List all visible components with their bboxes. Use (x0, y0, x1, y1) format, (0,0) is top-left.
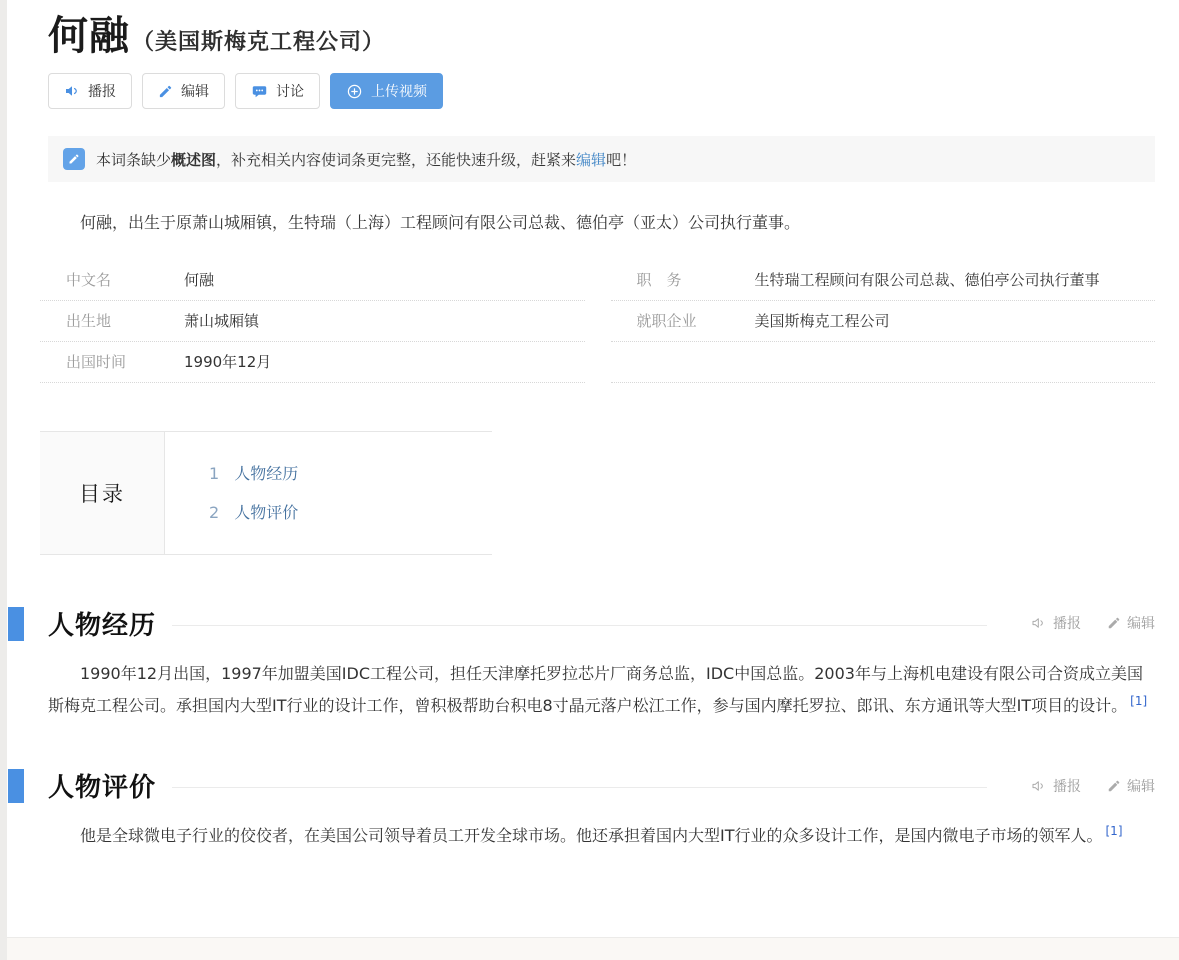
play-label: 播报 (88, 84, 116, 100)
infobox-value: 1990年12月 (184, 352, 272, 371)
reference-link[interactable]: [1] (1105, 823, 1123, 838)
section-accent-bar (8, 769, 24, 803)
section-edit-label: 编辑 (1127, 778, 1155, 795)
section-edit-button[interactable] (1107, 613, 1155, 633)
entry-name: 何融 (48, 13, 130, 59)
section-header (48, 605, 1155, 642)
pencil-icon (1107, 616, 1121, 630)
toc-item-experience[interactable] (209, 454, 298, 493)
section-experience (48, 605, 1155, 724)
toc-item-link[interactable]: 人物经历 (234, 463, 299, 483)
page-title (48, 12, 1155, 60)
infobox-value: 生特瑞工程顾问有限公司总裁、德伯亭公司执行董事 (754, 270, 1100, 289)
summary-paragraph: 何融，出生于原萧山城厢镇，生特瑞（上海）工程顾问有限公司总裁、德伯亭（亚太）公司执行董事。 (80, 213, 801, 232)
section-play-label: 播报 (1053, 778, 1081, 795)
infobox-row-employer (611, 301, 1156, 342)
infobox-label: 出生地 (66, 311, 112, 330)
toc-item-link[interactable]: 人物评价 (234, 502, 299, 522)
toc-item-number: 1 (209, 463, 220, 483)
infobox-value: 萧山城厢镇 (184, 311, 260, 330)
section-play-button[interactable] (1031, 776, 1081, 796)
section-play-label: 播报 (1053, 616, 1081, 633)
page-left-edge (0, 0, 7, 960)
toc-item-number: 2 (209, 502, 220, 522)
infobox-row-chinese-name (40, 260, 585, 301)
notice-text-mid: ，补充相关内容使词条更完整，还能快速升级，赶紧来 (216, 150, 577, 169)
entry-content (7, 0, 1179, 937)
infobox-row-departure-time (40, 342, 585, 383)
section-divider (172, 787, 987, 788)
notice-banner (48, 136, 1155, 182)
infobox-value: 何融 (184, 270, 215, 289)
infobox-label: 职 务 (636, 270, 682, 289)
paragraph-text: 1990年12月出国，1997年加盟美国IDC工程公司，担任天津摩托罗拉芯片厂商务总监，IDC中国总监。2003年与上海机电建设有限公司合资成立美国斯梅克工程公司。承担国内大型IT行业的设计工作，曾积极帮助台积电8寸晶元落户松江工作，参与国内摩托罗拉、郎讯、东方通讯等大型IT项目的设计。 (48, 663, 1143, 716)
plus-circle-icon (346, 83, 363, 100)
play-button[interactable] (48, 73, 132, 109)
infobox-row-empty (611, 342, 1156, 383)
discuss-button[interactable] (235, 73, 320, 109)
section-edit-button[interactable] (1107, 776, 1155, 796)
upload-video-button[interactable] (330, 73, 443, 109)
notice-text-pre: 本词条缺少 (96, 150, 172, 169)
entry-subtitle: （美国斯梅克工程公司） (132, 30, 386, 55)
notice-text (96, 149, 636, 170)
table-of-contents (40, 431, 492, 555)
speaker-icon (1031, 615, 1047, 631)
infobox-label: 出国时间 (66, 352, 127, 371)
reference-link[interactable]: [1] (1130, 694, 1148, 709)
infobox-label: 就职企业 (636, 311, 697, 330)
comment-icon (251, 83, 268, 100)
section-accent-bar (8, 607, 24, 641)
speaker-icon (64, 83, 80, 99)
upload-video-label: 上传视频 (371, 84, 427, 100)
paragraph-text: 他是全球微电子行业的佼佼者，在美国公司领导着员工开发全球市场。他还承担着国内大型IT行业的众多设计工作，是国内微电子市场的领军人。 (80, 826, 1103, 846)
notice-edit-link[interactable]: 编辑 (576, 150, 607, 169)
speaker-icon (1031, 778, 1047, 794)
toc-item-evaluation[interactable] (209, 493, 298, 532)
infobox-label: 中文名 (66, 270, 112, 289)
page-bottom-edge (7, 937, 1179, 960)
notice-text-post: 吧！ (606, 150, 637, 169)
section-play-button[interactable] (1031, 613, 1081, 633)
infobox-row-position (611, 260, 1156, 301)
toc-title: 目录 (40, 432, 165, 554)
infobox-value: 美国斯梅克工程公司 (754, 311, 890, 330)
edit-button[interactable] (142, 73, 225, 109)
notice-text-bold: 概述图 (171, 150, 217, 169)
toc-list (165, 432, 298, 554)
section-header (48, 767, 1155, 804)
section-title: 人物评价 (48, 773, 157, 804)
edit-badge-icon (63, 148, 85, 170)
section-paragraph (48, 820, 1155, 853)
section-title: 人物经历 (48, 610, 157, 641)
section-paragraph (48, 658, 1155, 724)
section-divider (172, 625, 987, 626)
edit-label: 编辑 (181, 84, 209, 100)
infobox-row-birthplace (40, 301, 585, 342)
infobox (40, 260, 1155, 383)
toolbar (48, 73, 1155, 109)
section-evaluation (48, 767, 1155, 853)
pencil-icon (1107, 779, 1121, 793)
discuss-label: 讨论 (276, 84, 304, 100)
pencil-icon (158, 84, 173, 99)
section-edit-label: 编辑 (1127, 616, 1155, 633)
